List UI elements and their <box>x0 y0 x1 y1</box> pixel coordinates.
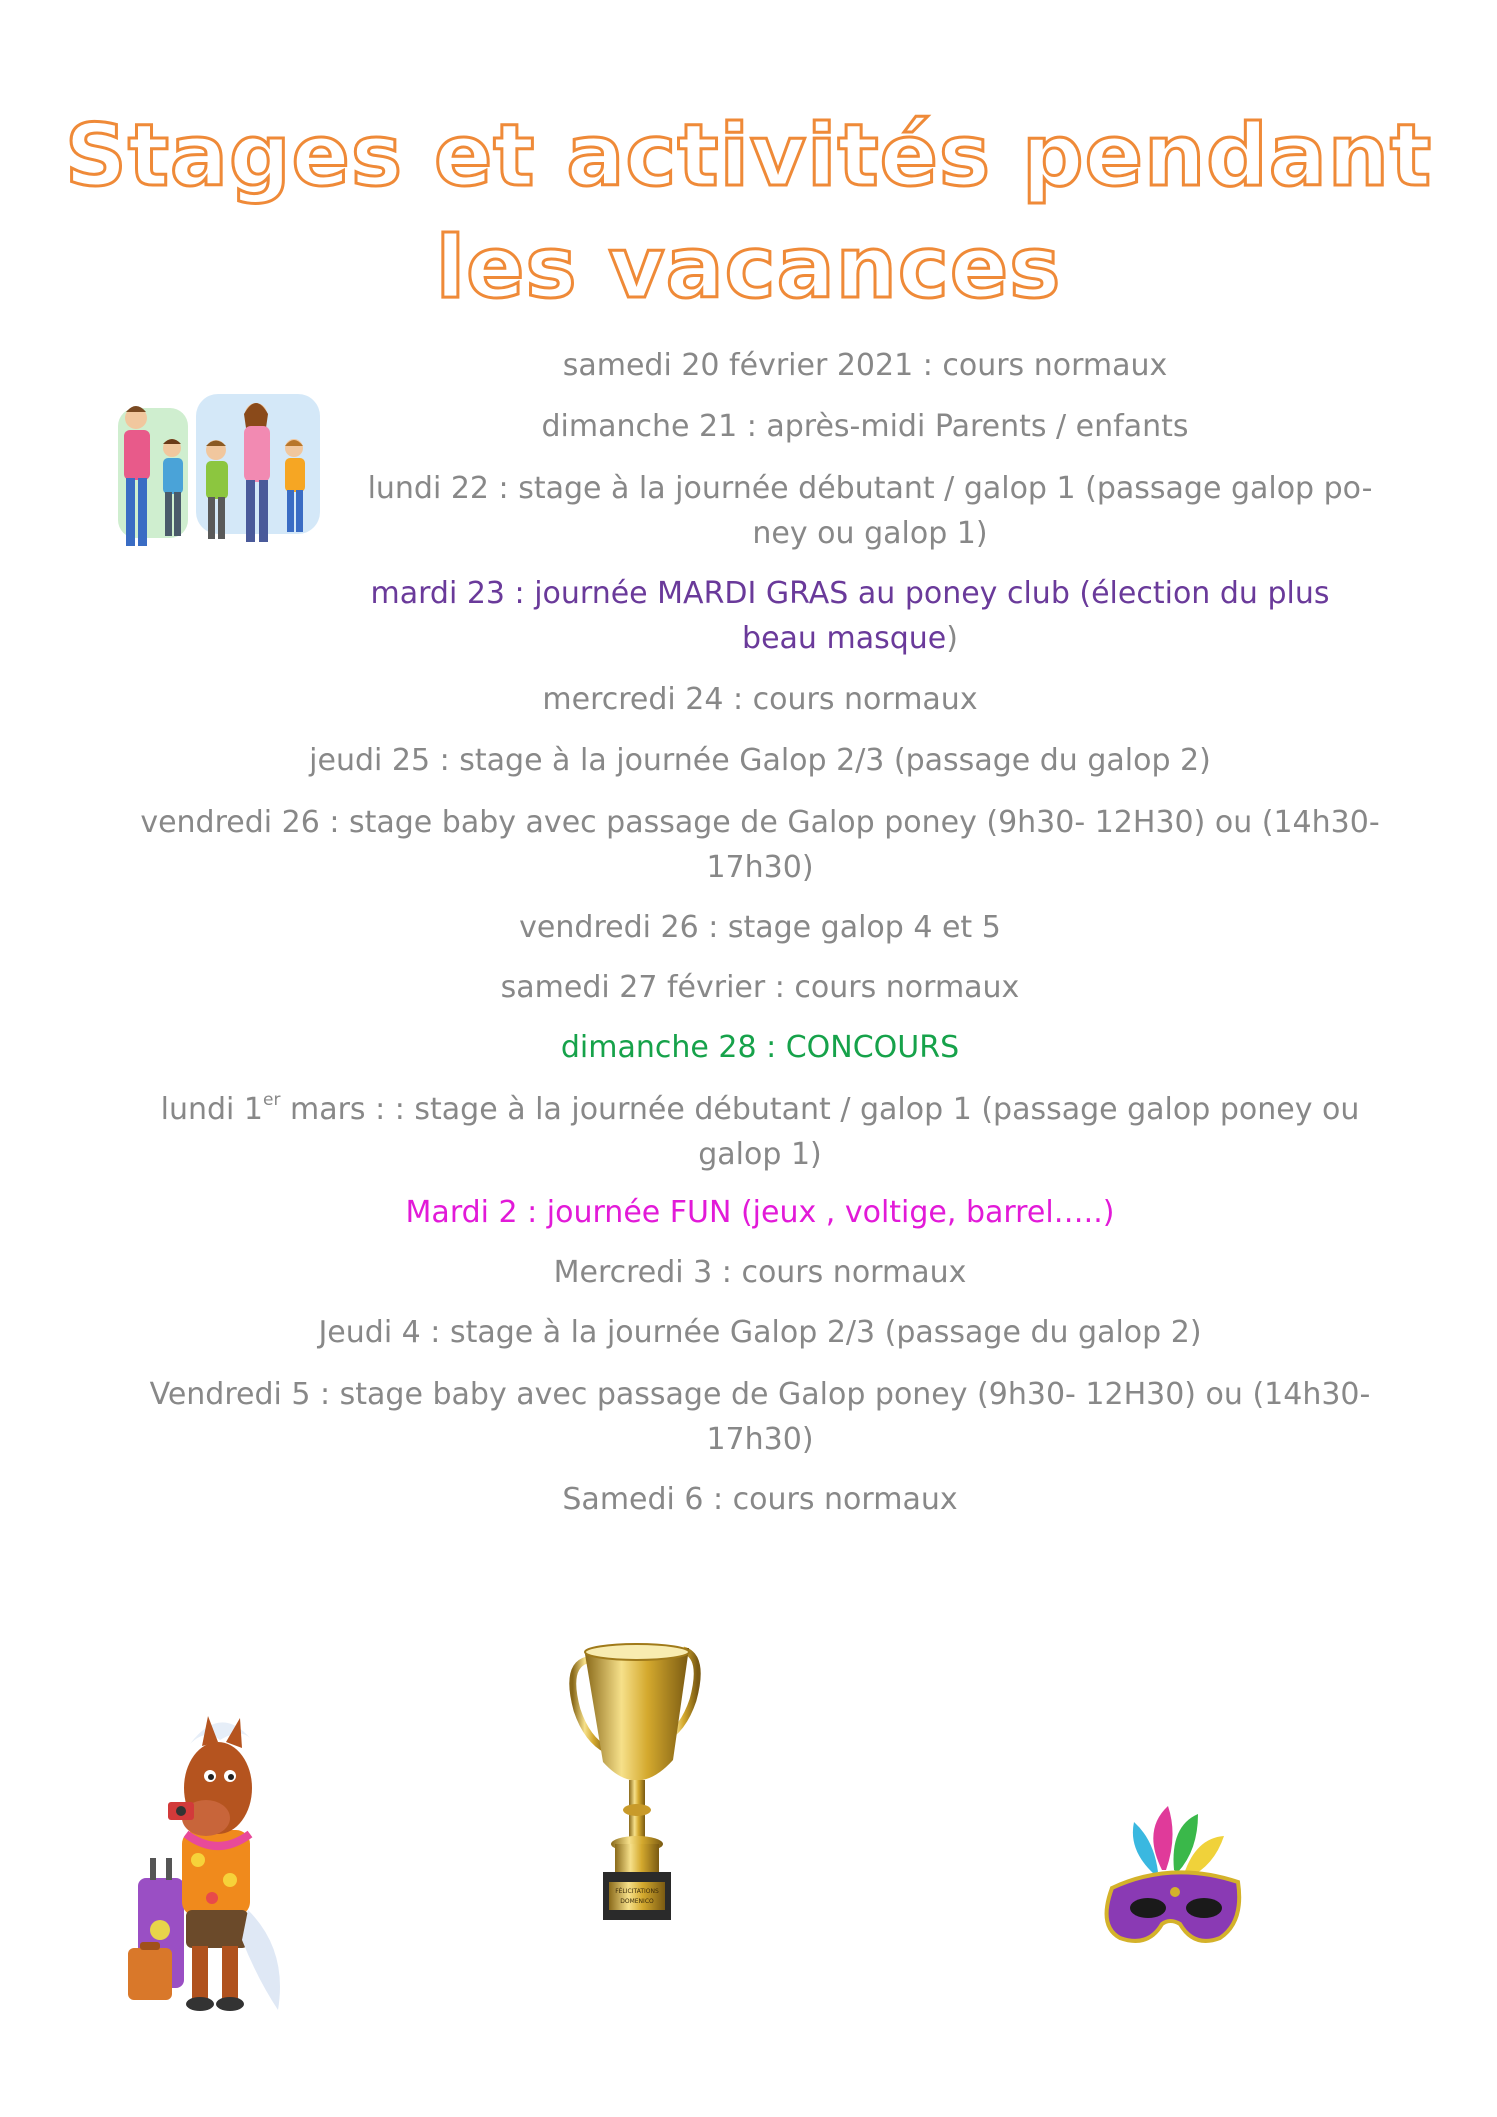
schedule-line-15: Vendredi 5 : stage baby avec passage de Galop poney (9h30- 12H30) ou (14h30- 17h30) <box>149 1377 1371 1457</box>
schedule-line-7: vendredi 26 : stage baby avec passage de Galop poney (9h30- 12H30) ou (14h30- 17h30) <box>140 805 1380 885</box>
schedule-line-9: samedi 27 février : cours normaux <box>500 970 1020 1005</box>
schedule-line-6: jeudi 25 : stage à la journée Galop 2/3 (passage du galop 2) <box>309 743 1211 778</box>
schedule-line-3: lundi 22 : stage à la journée débutant / galop 1 (passage galop po- ney ou galop 1) <box>367 471 1373 551</box>
schedule-line-16: Samedi 6 : cours normaux <box>562 1482 958 1517</box>
title-line-1: Stages et activités pendant <box>64 106 1433 206</box>
schedule-line-2: dimanche 21 : après-midi Parents / enfants <box>541 409 1189 444</box>
family-walking-icon <box>108 388 326 578</box>
schedule-line-mardi-gras: mardi 23 : journée MARDI GRAS au poney club (élection du plus beau masque) <box>370 576 1330 656</box>
carnival-mask-icon <box>1100 1800 1250 1960</box>
trophy-plate-line-2: DOMENICO <box>620 1898 654 1905</box>
schedule-line-13: Mercredi 3 : cours normaux <box>553 1255 967 1290</box>
page-title <box>0 100 1497 324</box>
schedule-line-8: vendredi 26 : stage galop 4 et 5 <box>519 910 1001 945</box>
schedule-line-concours: dimanche 28 : CONCOURS <box>560 1030 960 1065</box>
trophy-plate-line-1: FÉLICITATIONS <box>615 1888 659 1895</box>
schedule-line-11: lundi 1er mars : : stage à la journée débutant / galop 1 (passage galop poney ou galop 1) <box>160 1090 1360 1172</box>
title-line-2: les vacances <box>435 218 1062 318</box>
horse-tourist-icon <box>120 1710 300 2030</box>
schedule-line-fun: Mardi 2 : journée FUN (jeux , voltige, barrel…..) <box>405 1195 1115 1230</box>
schedule-line-5: mercredi 24 : cours normaux <box>542 682 978 717</box>
schedule-line-14: Jeudi 4 : stage à la journée Galop 2/3 (passage du galop 2) <box>318 1315 1202 1350</box>
schedule-line-1: samedi 20 février 2021 : cours normaux <box>562 348 1168 383</box>
trophy-cup-icon <box>565 1630 705 1950</box>
